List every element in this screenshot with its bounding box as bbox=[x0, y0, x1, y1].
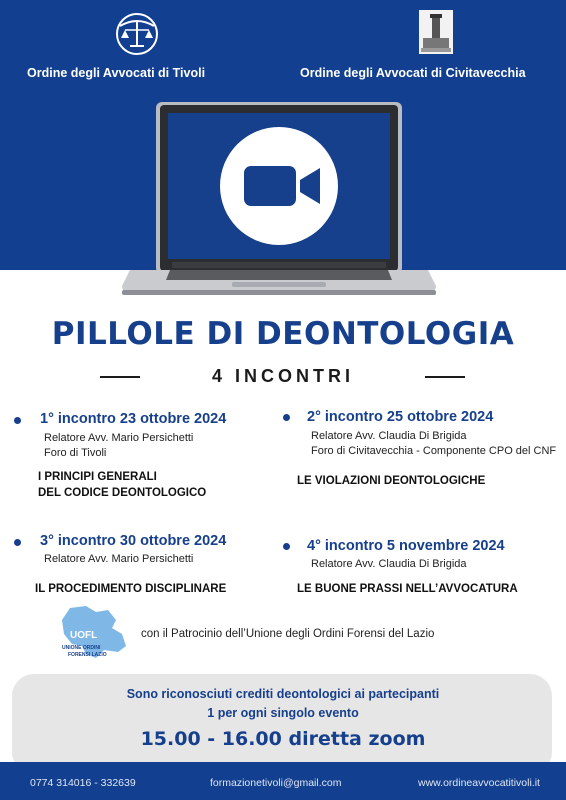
event-1-topic-line1: I PRINCIPI GENERALI bbox=[38, 471, 157, 483]
event-4-heading: 4° incontro 5 novembre 2024 bbox=[307, 538, 505, 554]
event-1-foro: Foro di Tivoli bbox=[44, 447, 107, 459]
footer-email[interactable]: formazionetivoli@gmail.com bbox=[210, 777, 342, 789]
bullet-icon bbox=[14, 539, 21, 546]
subtitle: 4 INCONTRI bbox=[211, 366, 354, 386]
event-3-speaker: Relatore Avv. Mario Persichetti bbox=[44, 553, 194, 565]
footer-website[interactable]: www.ordineavvocatitivoli.it bbox=[418, 777, 540, 789]
event-1-speaker: Relatore Avv. Mario Persichetti bbox=[44, 432, 194, 444]
bullet-icon bbox=[283, 543, 290, 550]
svg-text:UOFL: UOFL bbox=[70, 630, 98, 641]
event-3-heading: 3° incontro 30 ottobre 2024 bbox=[40, 533, 227, 549]
credits-line-2: 1 per ogni singolo evento bbox=[207, 706, 359, 720]
event-2-topic: LE VIOLAZIONI DEONTOLOGICHE bbox=[297, 475, 486, 487]
footer bbox=[0, 762, 566, 800]
laptop-illustration bbox=[120, 100, 438, 298]
patronage-text: con il Patrocinio dell’Unione degli Ordini Forensi del Lazio bbox=[141, 628, 435, 640]
event-4-speaker: Relatore Avv. Claudia Di Brigida bbox=[311, 558, 467, 570]
event-2-foro: Foro di Civitavecchia - Componente CPO del CNF bbox=[311, 445, 557, 457]
bullet-icon bbox=[14, 417, 21, 424]
footer-phone: 0774 314016 - 332639 bbox=[30, 777, 136, 789]
event-2-speaker: Relatore Avv. Claudia Di Brigida bbox=[311, 430, 467, 442]
tower-icon bbox=[419, 10, 453, 54]
video-camera-icon bbox=[220, 127, 338, 245]
svg-text:UNIONE ORDINI: UNIONE ORDINI bbox=[62, 645, 101, 651]
page-title: PILLOLE DI DEONTOLOGIA bbox=[51, 316, 515, 352]
event-time: 15.00 - 16.00 diretta zoom bbox=[140, 728, 426, 750]
subtitle-row bbox=[0, 366, 566, 388]
bullet-icon bbox=[283, 414, 290, 421]
subtitle-divider-right bbox=[425, 376, 465, 378]
event-2-heading: 2° incontro 25 ottobre 2024 bbox=[307, 409, 494, 425]
event-1-heading: 1° incontro 23 ottobre 2024 bbox=[40, 411, 227, 427]
uofl-logo bbox=[56, 604, 136, 662]
org-tivoli: Ordine degli Avvocati di Tivoli bbox=[27, 66, 206, 80]
credits-line-1: Sono riconosciuti crediti deontologici ai partecipanti bbox=[126, 687, 440, 701]
event-4-topic: LE BUONE PRASSI NELL’AVVOCATURA bbox=[297, 583, 518, 595]
org-civitavecchia: Ordine degli Avvocati di Civitavecchia bbox=[300, 66, 526, 80]
event-1-topic-line2: DEL CODICE DEONTOLOGICO bbox=[38, 487, 207, 499]
scales-of-justice-icon bbox=[110, 12, 164, 56]
event-3-topic: IL PROCEDIMENTO DISCIPLINARE bbox=[35, 583, 227, 595]
svg-text:FORENSI LAZIO: FORENSI LAZIO bbox=[68, 652, 107, 658]
